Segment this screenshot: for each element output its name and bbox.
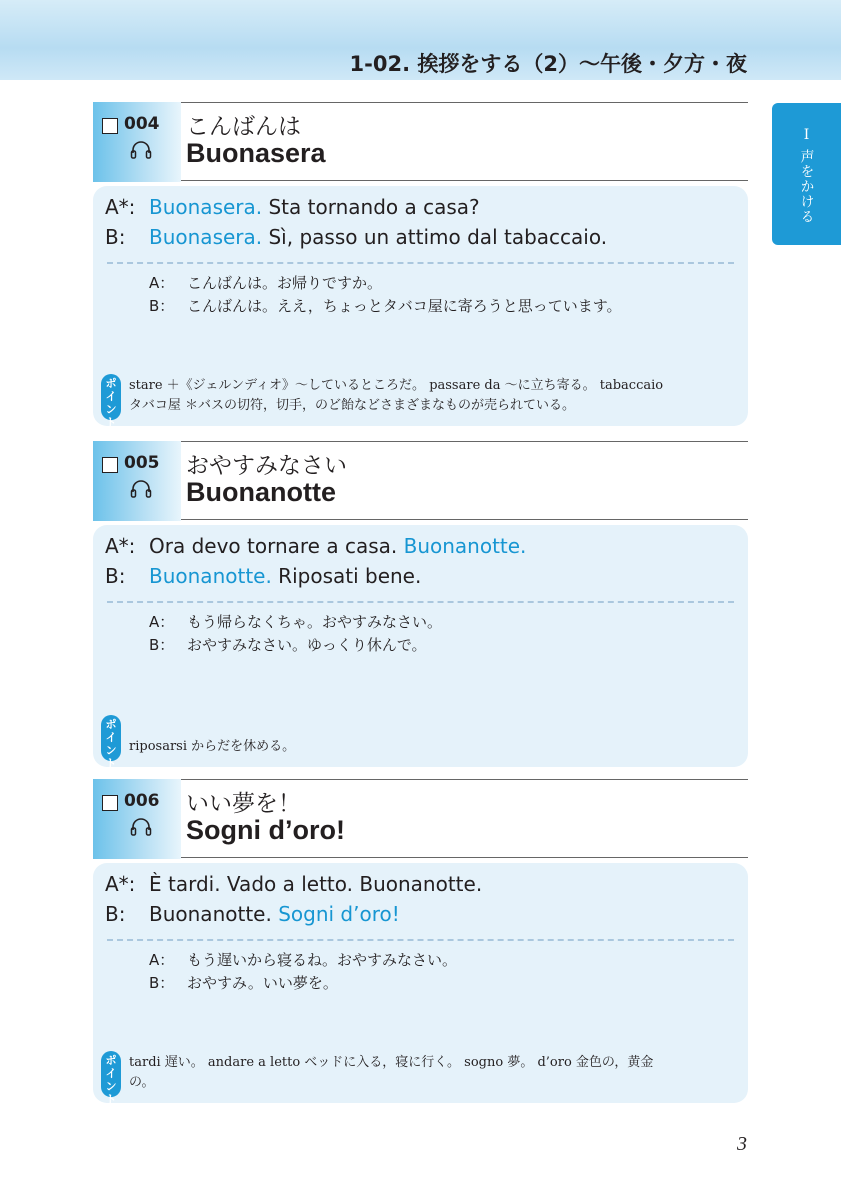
entry-header (93, 779, 748, 859)
headphones-icon (130, 479, 152, 499)
divider (181, 857, 748, 858)
translation-label: A： (149, 274, 175, 292)
translation-line (105, 972, 736, 995)
entry-005 (93, 441, 748, 770)
point-badge: ポイント (101, 1051, 121, 1097)
dialog-line (105, 899, 736, 929)
translation-text: おやすみなさい。ゆっくり休んで。 (187, 636, 427, 654)
page-number: 3 (737, 1133, 747, 1155)
highlight-phrase: Buonasera. (149, 195, 263, 219)
translation-line (105, 634, 736, 657)
speaker-label: B: (105, 225, 126, 249)
italian-title: Sogni d’oro! (186, 815, 345, 845)
japanese-title: こんばんは (186, 114, 301, 140)
point-line: riposarsi からだを休める。 (129, 739, 296, 754)
chapter-number: I (803, 127, 810, 143)
japanese-title: おやすみなさい (186, 453, 347, 479)
entry-tag (93, 441, 181, 521)
divider (181, 779, 748, 780)
point-line: の。 (129, 1075, 155, 1090)
checkbox-icon[interactable] (102, 457, 118, 473)
point-badge: ポイント (101, 374, 121, 420)
dialog-card (93, 186, 748, 429)
dashed-divider (107, 601, 734, 603)
highlight-phrase: Buonasera. (149, 225, 263, 249)
dashed-divider (107, 939, 734, 941)
italian-title: Buonasera (186, 138, 326, 168)
point-text (129, 374, 729, 420)
entry-header (93, 102, 748, 182)
point-text (129, 1051, 729, 1097)
headphones-icon (130, 140, 152, 160)
divider (181, 441, 748, 442)
speaker-label: B: (105, 564, 126, 588)
checkbox-icon[interactable] (102, 118, 118, 134)
translation-text: もう帰らなくちゃ。おやすみなさい。 (187, 613, 443, 631)
dashed-divider (107, 262, 734, 264)
checkbox-icon[interactable] (102, 795, 118, 811)
point-badge: ポイント (101, 715, 121, 761)
translation-line (105, 611, 736, 634)
translation-label: A： (149, 951, 175, 969)
translation-label: B： (149, 297, 175, 315)
chapter-side-tab (772, 103, 841, 245)
point-note (101, 1051, 729, 1106)
translation-text: こんばんは。ええ，ちょっとタバコ屋に寄ろうと思っています。 (187, 297, 622, 315)
translation-label: A： (149, 613, 175, 631)
speaker-label: A*: (105, 872, 136, 896)
chapter-label: 声をかける (798, 149, 815, 224)
entry-number: 004 (124, 114, 160, 134)
dialog-card (93, 863, 748, 1106)
entry-tag (93, 779, 181, 859)
speaker-label: B: (105, 902, 126, 926)
entry-header (93, 441, 748, 521)
entry-004 (93, 102, 748, 429)
divider (181, 180, 748, 181)
translation-text: こんばんは。お帰りですか。 (187, 274, 383, 292)
headphones-icon (130, 817, 152, 837)
entry-tag (93, 102, 181, 182)
highlight-phrase: Buonanotte. (403, 534, 527, 558)
page-title: 1-02. 挨拶をする（2）～午後・夕方・夜 (349, 52, 747, 76)
point-note (101, 715, 729, 770)
japanese-title: いい夢を！ (186, 791, 301, 817)
italian-title: Buonanotte (186, 477, 336, 507)
dialog-line (105, 531, 736, 561)
translation-line (105, 272, 736, 295)
divider (181, 102, 748, 103)
dialog-line (105, 222, 736, 252)
translation-line (105, 949, 736, 972)
dialog-text: È tardi. Vado a letto. Buonanotte. (149, 872, 483, 896)
dialog-line (105, 561, 736, 591)
dialog-line (105, 869, 736, 899)
dialog-text: Ora devo tornare a casa. (149, 534, 404, 558)
point-line: stare ＋《ジェルンディオ》～しているところだ。 passare da ～に立ち寄る。 tabaccaio (129, 378, 664, 393)
entry-number: 006 (124, 791, 160, 811)
dialog-line (105, 192, 736, 222)
point-note (101, 374, 729, 429)
highlight-phrase: Sogni d’oro! (278, 902, 400, 926)
highlight-phrase: Buonanotte. (149, 564, 272, 588)
dialog-text: Riposati bene. (271, 564, 422, 588)
dialog-text: Sì, passo un attimo dal tabaccaio. (262, 225, 608, 249)
dialog-text: Sta tornando a casa? (262, 195, 480, 219)
speaker-label: A*: (105, 534, 136, 558)
dialog-card (93, 525, 748, 770)
translation-text: おやすみ。いい夢を。 (187, 974, 338, 992)
translation-text: もう遅いから寝るね。おやすみなさい。 (187, 951, 458, 969)
point-line: タバコ屋 ＊バスの切符，切手，のど飴などさまざまなものが売られている。 (129, 398, 576, 413)
translation-line (105, 295, 736, 318)
point-text (129, 715, 729, 761)
translation-label: B： (149, 974, 175, 992)
entry-006 (93, 779, 748, 1106)
translation-label: B： (149, 636, 175, 654)
entry-number: 005 (124, 453, 160, 473)
speaker-label: A*: (105, 195, 136, 219)
point-line: tardi 遅い。 andare a letto ベッドに入る，寝に行く。 sogno 夢。 d’oro 金色の，黄金 (129, 1055, 654, 1070)
divider (181, 519, 748, 520)
dialog-text: Buonanotte. (149, 902, 279, 926)
